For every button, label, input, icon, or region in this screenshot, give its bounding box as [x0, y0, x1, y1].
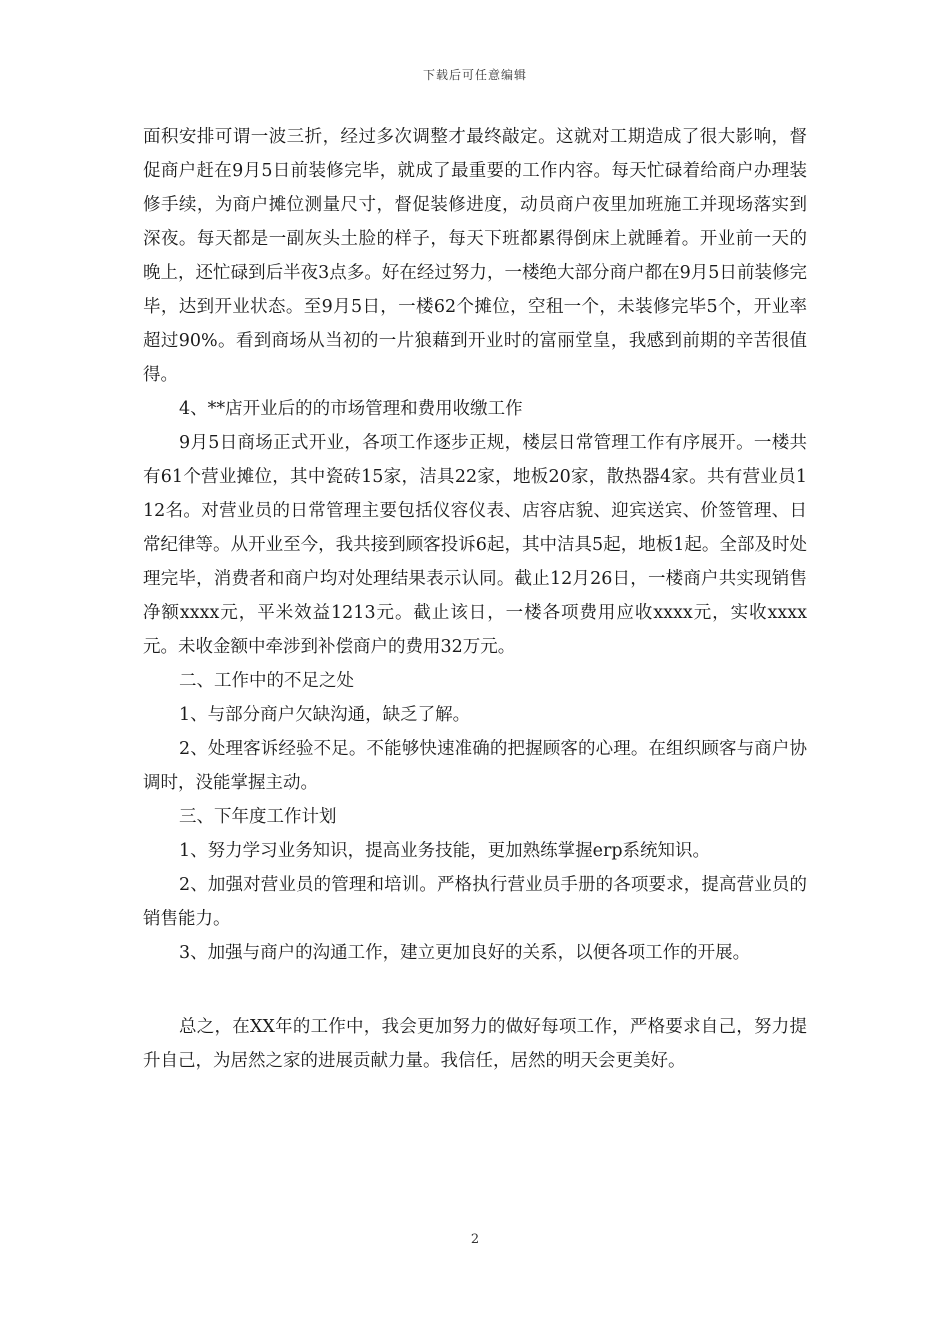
page-header-note: 下载后可任意编辑: [422, 68, 527, 82]
paragraph-spacer: [143, 970, 807, 1010]
section-heading-next-year-plan: 三、下年度工作计划: [179, 807, 337, 827]
paragraph-market-management: 9月5日商场正式开业，各项工作逐步正规，楼层日常管理工作有序展开。一楼共有61个营业摊位，其中瓷砖15家，洁具22家，地板20家，散热器4家。共有营业员112名。对营业员的日常管理主要包括仪容仪表、店容店貌、迎宾送宾、价签管理、日常纪律等。从开业至今，我共接到顾客投诉6起，其中洁具5起，地板1起。全部及时处理完毕，消费者和商户均对处理结果表示认同。截止12月26日，一楼商户共实现销售净额xxxx元，平米效益1213元。截止该日，一楼各项费用应收xxxx元，实收xxxx元。未收金额中牵涉到补偿商户的费用32万元。: [143, 433, 807, 657]
paragraph-plan-1: 1、努力学习业务知识，提高业务技能，更加熟练掌握erp系统知识。: [179, 841, 711, 861]
paragraph-conclusion: 总之，在XX年的工作中，我会更加努力的做好每项工作，严格要求自己，努力提升自己，为居然之家的进展贡献力量。我信任，居然的明天会更美好。: [143, 1017, 807, 1071]
paragraph-construction-progress: 面积安排可谓一波三折，经过多次调整才最终敲定。这就对工期造成了很大影响，督促商户赶在9月5日前装修完毕，就成了最重要的工作内容。每天忙碌着给商户办理装修手续，为商户摊位测量尺寸，督促装修进度，动员商户夜里加班施工并现场落实到深夜。每天都是一副灰头土脸的样子，每天下班都累得倒床上就睡着。开业前一天的晚上，还忙碌到后半夜3点多。好在经过努力，一楼绝大部分商户都在9月5日前装修完毕，达到开业状态。至9月5日，一楼62个摊位，空租一个，未装修完毕5个，开业率超过90%。看到商场从当初的一片狼藉到开业时的富丽堂皇，我感到前期的辛苦很值得。: [143, 127, 807, 385]
section-heading-market-management: 4、**店开业后的的市场管理和费用收缴工作: [179, 399, 523, 419]
document-body: [143, 120, 807, 1078]
paragraph-plan-2: 2、加强对营业员的管理和培训。严格执行营业员手册的各项要求，提高营业员的销售能力。: [143, 875, 807, 929]
paragraph-shortcoming-2: 2、处理客诉经验不足。不能够快速准确的把握顾客的心理。在组织顾客与商户协调时，没能掌握主动。: [143, 739, 807, 793]
page-number: 2: [470, 1232, 480, 1247]
paragraph-plan-3: 3、加强与商户的沟通工作，建立更加良好的关系，以便各项工作的开展。: [179, 943, 751, 963]
paragraph-shortcoming-1: 1、与部分商户欠缺沟通，缺乏了解。: [179, 705, 471, 725]
section-heading-shortcomings: 二、工作中的不足之处: [179, 671, 354, 691]
